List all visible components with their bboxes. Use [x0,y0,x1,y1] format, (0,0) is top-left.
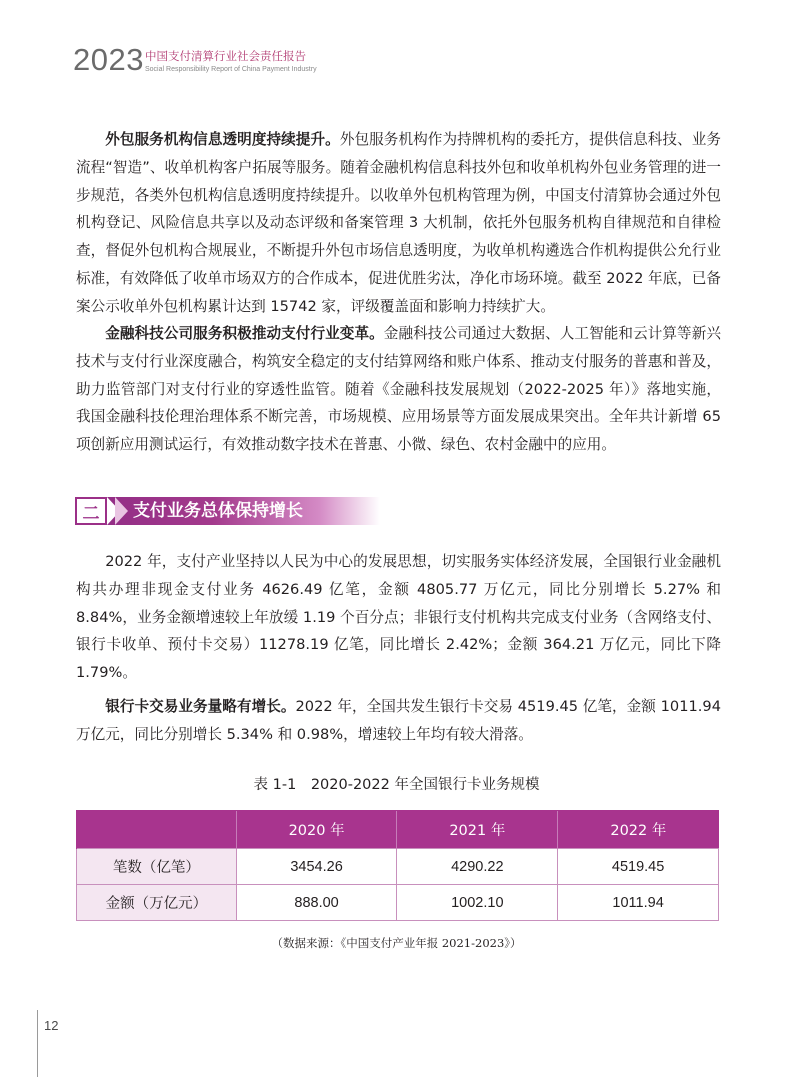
section-heading [75,497,380,525]
paragraph-lead: 外包服务机构信息透明度持续提升。 [105,131,340,148]
table-row [77,849,719,885]
paragraph-bank-card [76,693,721,749]
chevron-right-icon [115,497,128,525]
header-year: 2023 [73,42,144,77]
paragraph-body: 外包服务机构作为持牌机构的委托方，提供信息科技、业务流程“智造”、收单机构客户拓展等服务。随着金融机构信息科技外包和收单机构外包业务管理的进一步规范，各类外包机构信息透明度持续提升。以收单外包机构管理为例，中国支付清算协会通过外包机构登记、风险信息共享以及动态评级和备案管理 3 大机制，依托外包服务机构自律规范和自律检查，督促外包机构合规展业，不断提升外包市场信息透明度，为收单机构遴选合作机构提供公允行业标准，有效降低了收单市场双方的合作成本，促进优胜劣汰，净化市场环境。截至 2022 年底，已备案公示收单外包机构累计达到 15742 家，评级覆盖面和影响力持续扩大。 [76,131,721,315]
header-title-cn: 中国支付清算行业社会责任报告 [145,49,306,63]
table-cell: 1002.10 [397,885,558,921]
table-row-label: 金额（万亿元） [77,885,237,921]
paragraph-body: 金融科技公司通过大数据、人工智能和云计算等新兴技术与支付行业深度融合，构筑安全稳定的支付结算网络和账户体系、推动支付服务的普惠和普及，助力监管部门对支付行业的穿透性监管。随着《金融科技发展规划（2022-2025 年）》落地实施，我国金融科技伦理治理体系不断完善，市场规模、应用场景等方面发展成果突出。全年共计新增 65 项创新应用测试运行，有效推动数字技术在普惠、小微、绿色、农村金融中的应用。 [76,325,721,454]
paragraph-fintech [76,320,721,459]
table-caption: 表 1-1 2020-2022 年全国银行卡业务规模 [253,777,540,793]
table-cell: 1011.94 [558,885,719,921]
section-title: 支付业务总体保持增长 [133,501,303,521]
paragraph-body: 2022 年，支付产业坚持以人民为中心的发展思想，切实服务实体经济发展，全国银行业金融机构共办理非现金支付业务 4626.49 亿笔，金额 4805.77 万亿元，同比分别增长 5.27% 和 8.84%，业务金额增速较上年放缓 1.19 个百分点；非银行支付机构共完成支付业务（含网络支付、银行卡收单、预付卡交易）11278.19 亿笔，同比增长 2.42%；金额 364.21 万亿元，同比下降 1.79%。 [76,553,721,682]
paragraph-payment-overview [76,548,721,687]
table-cell: 888.00 [236,885,397,921]
paragraph-lead: 银行卡交易业务量略有增长。 [105,698,296,715]
table-header-row [77,811,719,849]
table-row [77,885,719,921]
table-header-cell: 2021 年 [397,811,558,849]
table-cell: 3454.26 [236,849,397,885]
table-header-cell: 2020 年 [236,811,397,849]
table-header-cell: 2022 年 [558,811,719,849]
table-row-label: 笔数（亿笔） [77,849,237,885]
paragraph-outsourcing [76,126,721,321]
bank-card-table [76,810,719,921]
table-cell: 4519.45 [558,849,719,885]
table-source-note: （数据来源：《中国支付产业年报 2021-2023》） [271,936,522,950]
page-number: 12 [44,1018,59,1033]
section-number: 二 [75,497,107,525]
page-divider [37,1010,38,1077]
table-cell: 4290.22 [397,849,558,885]
table-header-cell [77,811,237,849]
header-title-en: Social Responsibility Report of China Payment Industry [145,66,317,73]
paragraph-body: 2022 年，全国共发生银行卡交易 4519.45 亿笔，金额 1011.94 万亿元，同比分别增长 5.34% 和 0.98%，增速较上年均有较大滑落。 [76,698,721,743]
paragraph-lead: 金融科技公司服务积极推动支付行业变革。 [105,325,384,342]
